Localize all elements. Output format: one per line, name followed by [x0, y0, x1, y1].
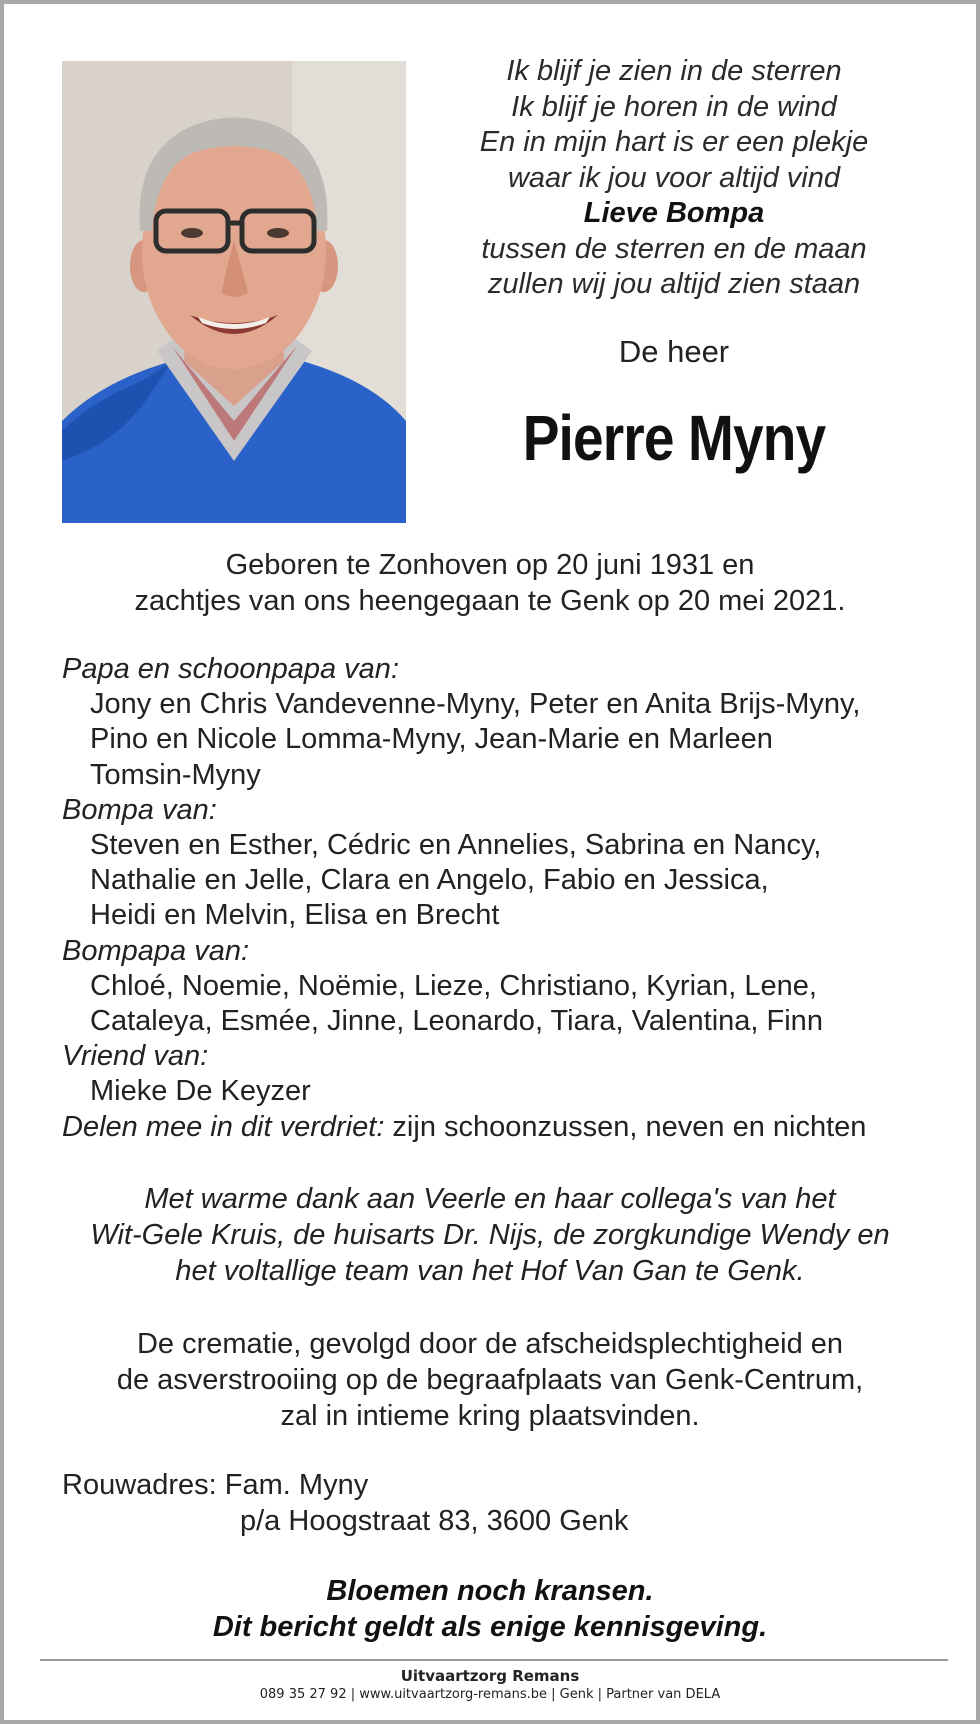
thanks-note	[4, 1181, 976, 1289]
family-names: Steven en Esther, Cédric en Annelies, Sabrina en Nancy,	[90, 829, 822, 862]
poem-line: En in mijn hart is er een plekje	[479, 126, 869, 158]
thanks-line: Wit-Gele Kruis, de huisarts Dr. Nijs, de zorgkundige Wendy en	[90, 1219, 890, 1251]
family-names: Cataleya, Esmée, Jinne, Leonardo, Tiara, Valentina, Finn	[90, 1005, 823, 1038]
family-names: Tomsin-Myny	[90, 758, 261, 791]
family-names: Heidi en Melvin, Elisa en Brecht	[90, 899, 500, 932]
poem-line: Ik blijf je zien in de sterren	[506, 55, 842, 87]
cremation-note	[4, 1326, 976, 1434]
family-label: Vriend van:	[62, 1040, 209, 1073]
deceased-name: Pierre Myny	[522, 402, 826, 474]
funeral-home-contact: 089 35 27 92 | www.uitvaartzorg-remans.be | Genk | Partner van DELA	[259, 1687, 721, 1702]
family-label: Papa en schoonpapa van:	[62, 653, 399, 685]
birth-death-statement	[4, 547, 976, 619]
portrait-illustration	[62, 61, 406, 523]
birth-line: Geboren te Zonhoven op 20 juni 1931 en	[225, 549, 755, 581]
address-line: p/a Hoogstraat 83, 3600 Genk	[240, 1505, 629, 1537]
poem	[434, 54, 914, 303]
funeral-home-name: Uitvaartzorg Remans	[400, 1667, 580, 1685]
family-names: Mieke De Keyzer	[90, 1075, 311, 1108]
death-line: zachtjes van ons heengegaan te Genk op 20 mei 2021.	[134, 585, 846, 617]
cremation-line: de asverstrooiing op de begraafplaats van Genk-Centrum,	[116, 1364, 864, 1396]
thanks-line: Met warme dank aan Veerle en haar collega's van het	[144, 1183, 836, 1215]
funeral-home-footer	[4, 1666, 976, 1704]
family-names: Nathalie en Jelle, Clara en Angelo, Fabio en Jessica,	[90, 864, 769, 897]
closing-statement	[4, 1573, 976, 1645]
poem-line: zullen wij jou altijd zien staan	[487, 268, 861, 300]
cremation-line: zal in intieme kring plaatsvinden.	[280, 1400, 700, 1432]
family-names: Pino en Nicole Lomma-Myny, Jean-Marie en Marleen	[90, 723, 773, 756]
sharing-text: zijn schoonzussen, neven en nichten	[384, 1110, 867, 1143]
family-label: Bompapa van:	[62, 934, 250, 967]
mourning-address	[62, 1467, 942, 1539]
family-names: Chloé, Noemie, Noëmie, Lieze, Christiano, Kyrian, Lene,	[90, 969, 817, 1002]
family-names: Jony en Chris Vandevenne-Myny, Peter en Anita Brijs-Myny,	[90, 688, 861, 721]
poem-line: Ik blijf je horen in de wind	[511, 90, 837, 123]
sharing-label: Delen mee in dit verdriet:	[62, 1110, 385, 1143]
thanks-line: het voltallige team van het Hof Van Gan te Genk.	[175, 1255, 805, 1287]
poem-line: waar ik jou voor altijd vind	[507, 161, 841, 194]
address-line: Rouwadres: Fam. Myny	[62, 1469, 369, 1501]
portrait-photo	[62, 61, 406, 523]
cremation-line: De crematie, gevolgd door de afscheidsplechtigheid en	[136, 1328, 844, 1360]
family-list	[62, 652, 942, 1145]
poem-emphasis: Lieve Bompa	[583, 197, 765, 229]
salutation: De heer	[618, 334, 730, 369]
poem-line: tussen de sterren en de maan	[481, 232, 867, 265]
closing-line: Bloemen noch kransen.	[326, 1575, 654, 1607]
footer-divider	[40, 1659, 948, 1661]
sharing-line	[62, 1110, 942, 1145]
closing-line: Dit bericht geldt als enige kennisgeving.	[212, 1611, 768, 1643]
family-label: Bompa van:	[62, 793, 217, 826]
